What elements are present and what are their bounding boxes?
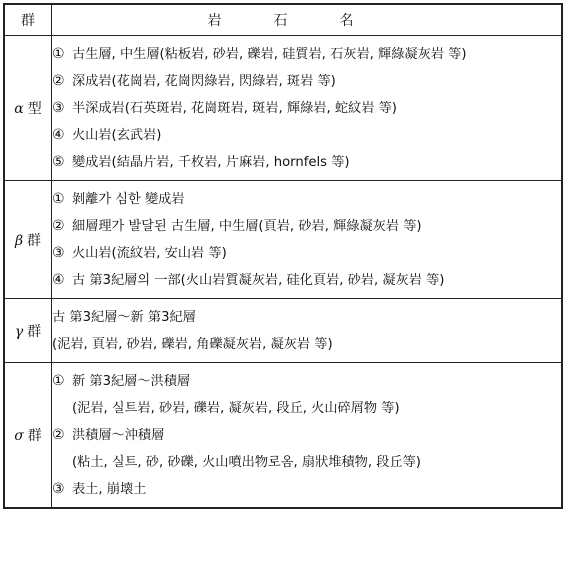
item-number: ③ bbox=[52, 481, 65, 497]
item-number: ① bbox=[52, 191, 65, 207]
list-item bbox=[52, 122, 561, 149]
item-text: 洪積層～沖積層 bbox=[72, 428, 165, 443]
list-item bbox=[52, 240, 561, 267]
content-cell-alpha bbox=[52, 36, 563, 181]
item-number: ③ bbox=[52, 100, 65, 116]
content-cell-sigma bbox=[52, 363, 563, 509]
item-number: ① bbox=[52, 46, 65, 62]
list-item bbox=[52, 95, 561, 122]
group-label: 群 bbox=[27, 323, 42, 340]
list-item bbox=[52, 331, 561, 362]
greek-letter: β bbox=[14, 232, 24, 249]
group-row-sigma bbox=[4, 363, 562, 509]
group-row-alpha bbox=[4, 36, 562, 181]
group-label: 群 bbox=[27, 428, 42, 444]
item-text: (泥岩, 실트岩, 砂岩, 礫岩, 凝灰岩, 段丘, 火山碎屑物 等) bbox=[72, 401, 400, 416]
item-number: ② bbox=[52, 218, 65, 234]
list-item bbox=[52, 422, 561, 449]
group-label: 型 bbox=[27, 101, 42, 117]
item-text: 表土, 崩壊土 bbox=[72, 482, 147, 497]
group-cell-gamma bbox=[4, 299, 52, 363]
item-number: ④ bbox=[52, 127, 65, 143]
item-text: 變成岩(結晶片岩, 千枚岩, 片麻岩, hornfels 等) bbox=[72, 155, 350, 170]
list-item bbox=[52, 299, 561, 331]
item-number: ① bbox=[52, 373, 65, 389]
greek-letter: γ bbox=[14, 323, 24, 340]
item-text: 古生層, 中生層(粘板岩, 砂岩, 礫岩, 硅質岩, 石灰岩, 輝綠凝灰岩 等) bbox=[72, 47, 467, 62]
group-row-beta bbox=[4, 181, 562, 299]
group-label: 群 bbox=[27, 232, 42, 249]
group-cell-sigma bbox=[4, 363, 52, 509]
item-number: ⑤ bbox=[52, 154, 65, 170]
content-cell-beta bbox=[52, 181, 563, 299]
list-item bbox=[52, 363, 561, 395]
group-row-gamma bbox=[4, 299, 562, 363]
rock-classification-table bbox=[3, 3, 563, 509]
item-number: ④ bbox=[52, 272, 65, 288]
item-number: ② bbox=[52, 73, 65, 89]
group-cell-beta bbox=[4, 181, 52, 299]
group-cell-alpha bbox=[4, 36, 52, 181]
list-item bbox=[52, 395, 561, 422]
item-text: 新 第3紀層～洪積層 bbox=[72, 374, 191, 389]
item-text: (泥岩, 頁岩, 砂岩, 礫岩, 角礫凝灰岩, 凝灰岩 等) bbox=[52, 337, 333, 352]
item-text: 火山岩(玄武岩) bbox=[72, 128, 162, 143]
item-text: (粘土, 실트, 砂, 砂礫, 火山噴出物로옴, 扇狀堆積物, 段丘等) bbox=[72, 455, 421, 470]
header-row bbox=[4, 4, 562, 36]
content-cell-gamma bbox=[52, 299, 563, 363]
list-item bbox=[52, 149, 561, 180]
group-column-header: 群 bbox=[4, 4, 52, 36]
list-item bbox=[52, 36, 561, 68]
list-item bbox=[52, 181, 561, 213]
list-item bbox=[52, 267, 561, 298]
item-text: 深成岩(花崗岩, 花崗閃綠岩, 閃綠岩, 斑岩 等) bbox=[72, 74, 336, 89]
greek-letter: α bbox=[14, 101, 24, 117]
item-number: ③ bbox=[52, 245, 65, 261]
rock-name-column-header: 岩石名 bbox=[52, 4, 563, 36]
item-text: 古 第3紀層～新 第3紀層 bbox=[52, 310, 196, 325]
item-text: 細層理가 발달된 古生層, 中生層(頁岩, 砂岩, 輝綠凝灰岩 等) bbox=[72, 219, 422, 234]
item-number: ② bbox=[52, 427, 65, 443]
greek-letter: σ bbox=[14, 428, 24, 444]
item-text: 古 第3紀層의 一部(火山岩質凝灰岩, 硅化頁岩, 砂岩, 凝灰岩 等) bbox=[72, 273, 445, 288]
list-item bbox=[52, 476, 561, 507]
item-text: 火山岩(流紋岩, 安山岩 等) bbox=[72, 246, 227, 261]
list-item bbox=[52, 213, 561, 240]
list-item bbox=[52, 68, 561, 95]
item-text: 半深成岩(石英斑岩, 花崗斑岩, 斑岩, 輝綠岩, 蛇紋岩 等) bbox=[72, 101, 397, 116]
item-text: 剝離가 심한 變成岩 bbox=[72, 192, 185, 207]
list-item bbox=[52, 449, 561, 476]
